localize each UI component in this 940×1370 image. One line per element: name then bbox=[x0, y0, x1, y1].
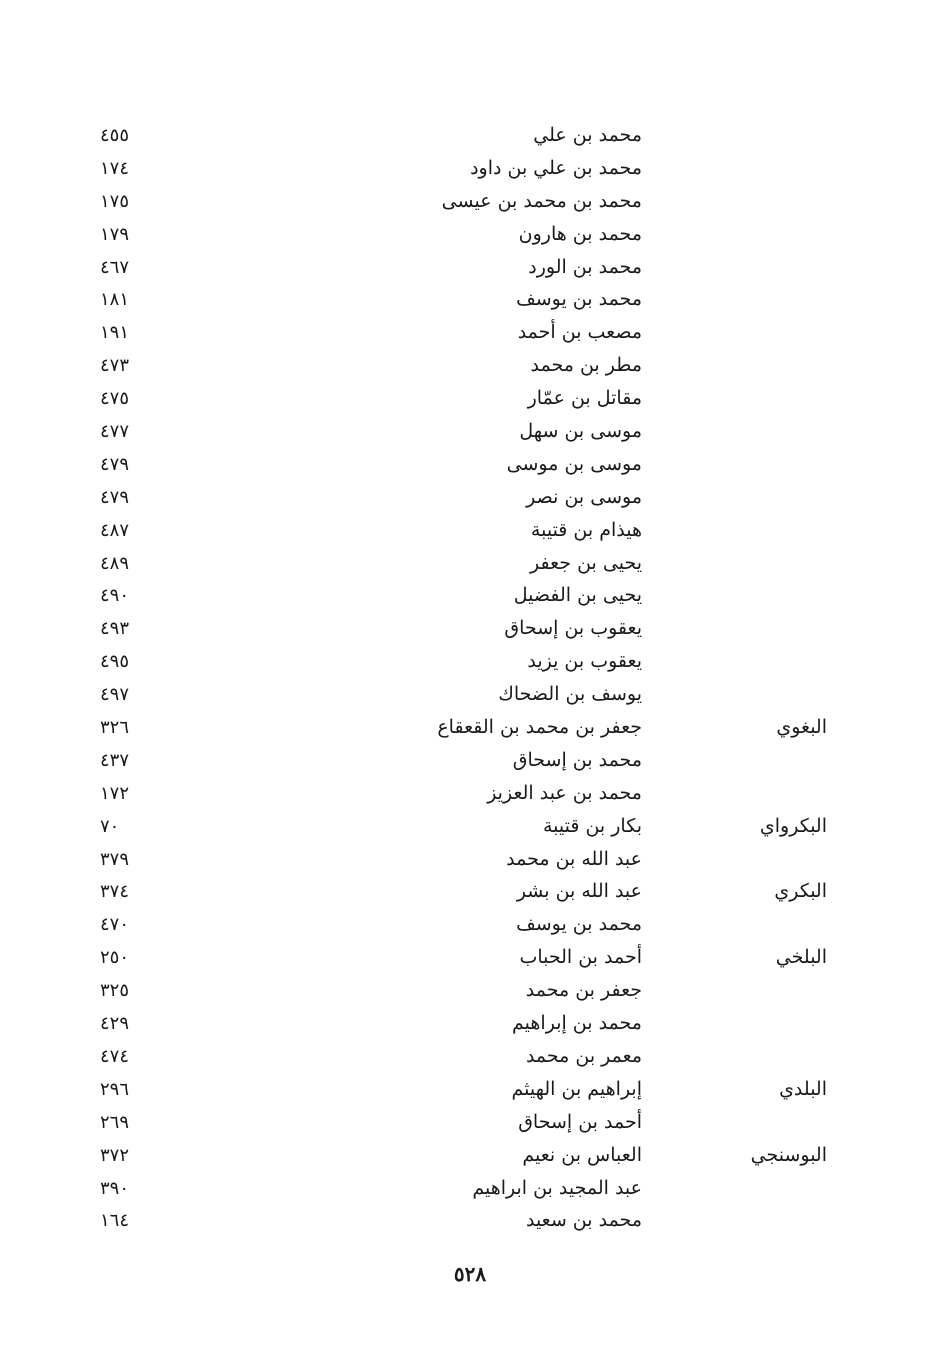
index-entry bbox=[0, 975, 940, 1008]
entry-nisba: البلخي bbox=[775, 946, 827, 969]
entry-name: موسى بن سهل bbox=[519, 420, 642, 443]
entry-page-number: ٤٦٧ bbox=[100, 256, 130, 278]
index-entry bbox=[0, 482, 940, 515]
index-entry bbox=[0, 1140, 940, 1173]
entry-page-number: ٤٢٩ bbox=[100, 1013, 130, 1035]
entry-page-number: ١٩١ bbox=[100, 322, 130, 344]
entry-name: يعقوب بن إسحاق bbox=[504, 617, 642, 640]
entry-name: يحيى بن جعفر bbox=[530, 551, 642, 574]
entry-name: أحمد بن الحباب bbox=[519, 946, 642, 969]
entry-page-number: ٣٩٠ bbox=[100, 1177, 130, 1199]
entry-page-number: ٤٩٧ bbox=[100, 684, 130, 706]
index-entry bbox=[0, 1074, 940, 1107]
index-entry bbox=[0, 153, 940, 186]
index-entry bbox=[0, 120, 940, 153]
index-entry bbox=[0, 1205, 940, 1238]
entry-page-number: ٣٢٦ bbox=[100, 717, 130, 739]
index-entry bbox=[0, 515, 940, 548]
entry-name: يوسف بن الضحاك bbox=[498, 683, 642, 706]
entry-name: محمد بن يوسف bbox=[516, 288, 642, 311]
entry-page-number: ٤٩٣ bbox=[100, 618, 130, 640]
index-entry bbox=[0, 876, 940, 909]
entry-name: معمر بن محمد bbox=[525, 1044, 642, 1067]
index-entry bbox=[0, 252, 940, 285]
index-entry bbox=[0, 186, 940, 219]
index-entry bbox=[0, 1008, 940, 1041]
entry-name: مقاتل بن عمّار bbox=[527, 387, 642, 410]
index-entry bbox=[0, 284, 940, 317]
entry-page-number: ٤٧٣ bbox=[100, 355, 130, 377]
entry-name: محمد بن إبراهيم bbox=[512, 1012, 642, 1035]
entry-page-number: ٣٧٩ bbox=[100, 848, 130, 870]
entry-page-number: ٧٠ bbox=[100, 815, 120, 837]
entry-name: محمد بن هارون bbox=[518, 222, 642, 245]
entry-name: جعفر بن محمد bbox=[525, 979, 642, 1002]
entry-page-number: ٤٧٥ bbox=[100, 388, 130, 410]
index-entry bbox=[0, 778, 940, 811]
entry-name: محمد بن إسحاق bbox=[512, 748, 642, 771]
index-entry bbox=[0, 1041, 940, 1074]
entry-page-number: ٤٩٠ bbox=[100, 585, 130, 607]
index-entry bbox=[0, 350, 940, 383]
entry-page-number: ٤٣٧ bbox=[100, 749, 130, 771]
index-entry bbox=[0, 646, 940, 679]
entry-name: محمد بن علي bbox=[533, 124, 642, 146]
entry-page-number: ٢٥٠ bbox=[100, 947, 130, 969]
entry-nisba: البوسنجي bbox=[750, 1143, 827, 1166]
entry-page-number: ٤٥٥ bbox=[100, 125, 130, 146]
entry-page-number: ٤٧٩ bbox=[100, 486, 130, 508]
entry-page-number: ٤٧٤ bbox=[100, 1045, 130, 1067]
index-entry bbox=[0, 449, 940, 482]
entry-name: عبد الله بن بشر bbox=[516, 880, 642, 903]
entry-name: محمد بن محمد بن عيسى bbox=[441, 189, 642, 212]
entry-name: محمد بن سعيد bbox=[525, 1209, 642, 1232]
entry-name: العباس بن نعيم bbox=[522, 1143, 642, 1166]
index-entry bbox=[0, 613, 940, 646]
index-entry bbox=[0, 844, 940, 877]
index-entry bbox=[0, 580, 940, 613]
entry-name: عبد المجيد بن ابراهيم bbox=[472, 1176, 642, 1199]
index-entry bbox=[0, 712, 940, 745]
entry-page-number: ٣٧٤ bbox=[100, 881, 130, 903]
entry-page-number: ٢٦٩ bbox=[100, 1111, 130, 1133]
entry-page-number: ٤٨٧ bbox=[100, 519, 130, 541]
index-entry bbox=[0, 745, 940, 778]
entry-page-number: ١٧٥ bbox=[100, 190, 130, 212]
index-list bbox=[0, 120, 940, 1238]
entry-page-number: ١٧٤ bbox=[100, 157, 130, 179]
index-entry bbox=[0, 317, 940, 350]
entry-page-number: ٤٧٠ bbox=[100, 914, 130, 936]
entry-nisba: البغوي bbox=[776, 716, 827, 739]
entry-name: موسى بن موسى bbox=[506, 452, 642, 475]
entry-name: موسى بن نصر bbox=[526, 485, 642, 508]
index-entry bbox=[0, 909, 940, 942]
entry-page-number: ٤٩٥ bbox=[100, 651, 130, 673]
entry-name: إبراهيم بن الهيثم bbox=[511, 1077, 642, 1100]
entry-page-number: ٤٧٧ bbox=[100, 421, 130, 443]
entry-nisba: البلدي bbox=[779, 1077, 827, 1100]
entry-nisba: البكري bbox=[774, 880, 827, 903]
index-entry bbox=[0, 383, 940, 416]
entry-name: مصعب بن أحمد bbox=[517, 321, 642, 344]
entry-name: محمد بن عبد العزيز bbox=[487, 781, 642, 804]
entry-name: هيذام بن قتيبة bbox=[530, 518, 642, 541]
index-entry bbox=[0, 1107, 940, 1140]
index-entry bbox=[0, 942, 940, 975]
entry-name: محمد بن علي بن داود bbox=[470, 156, 642, 179]
index-entry bbox=[0, 679, 940, 712]
entry-page-number: ٤٨٩ bbox=[100, 552, 130, 574]
entry-page-number: ٣٢٥ bbox=[100, 980, 130, 1002]
entry-name: جعفر بن محمد بن القعقاع bbox=[437, 716, 642, 739]
entry-page-number: ١٨١ bbox=[100, 289, 130, 311]
entry-page-number: ٣٧٢ bbox=[100, 1144, 130, 1166]
entry-page-number: ٤٧٩ bbox=[100, 453, 130, 475]
entry-name: أحمد بن إسحاق bbox=[518, 1110, 642, 1133]
entry-name: محمد بن يوسف bbox=[516, 913, 642, 936]
index-entry bbox=[0, 219, 940, 252]
entry-name: عبد الله بن محمد bbox=[506, 847, 642, 870]
index-entry bbox=[0, 548, 940, 581]
page-number: ٥٢٨ bbox=[453, 1262, 487, 1286]
index-entry bbox=[0, 1173, 940, 1206]
entry-name: مطر بن محمد bbox=[530, 354, 642, 377]
entry-page-number: ٢٩٦ bbox=[100, 1078, 130, 1100]
entry-name: يحيى بن الفضيل bbox=[513, 584, 642, 607]
entry-nisba: البكرواي bbox=[759, 814, 827, 837]
entry-page-number: ١٧٢ bbox=[100, 782, 130, 804]
entry-name: بكار بن قتيبة bbox=[542, 814, 642, 837]
entry-name: محمد بن الورد bbox=[528, 255, 642, 278]
entry-page-number: ١٦٤ bbox=[100, 1210, 130, 1232]
index-entry bbox=[0, 416, 940, 449]
index-entry bbox=[0, 811, 940, 844]
entry-page-number: ١٧٩ bbox=[100, 223, 130, 245]
entry-name: يعقوب بن يزيد bbox=[527, 650, 642, 673]
